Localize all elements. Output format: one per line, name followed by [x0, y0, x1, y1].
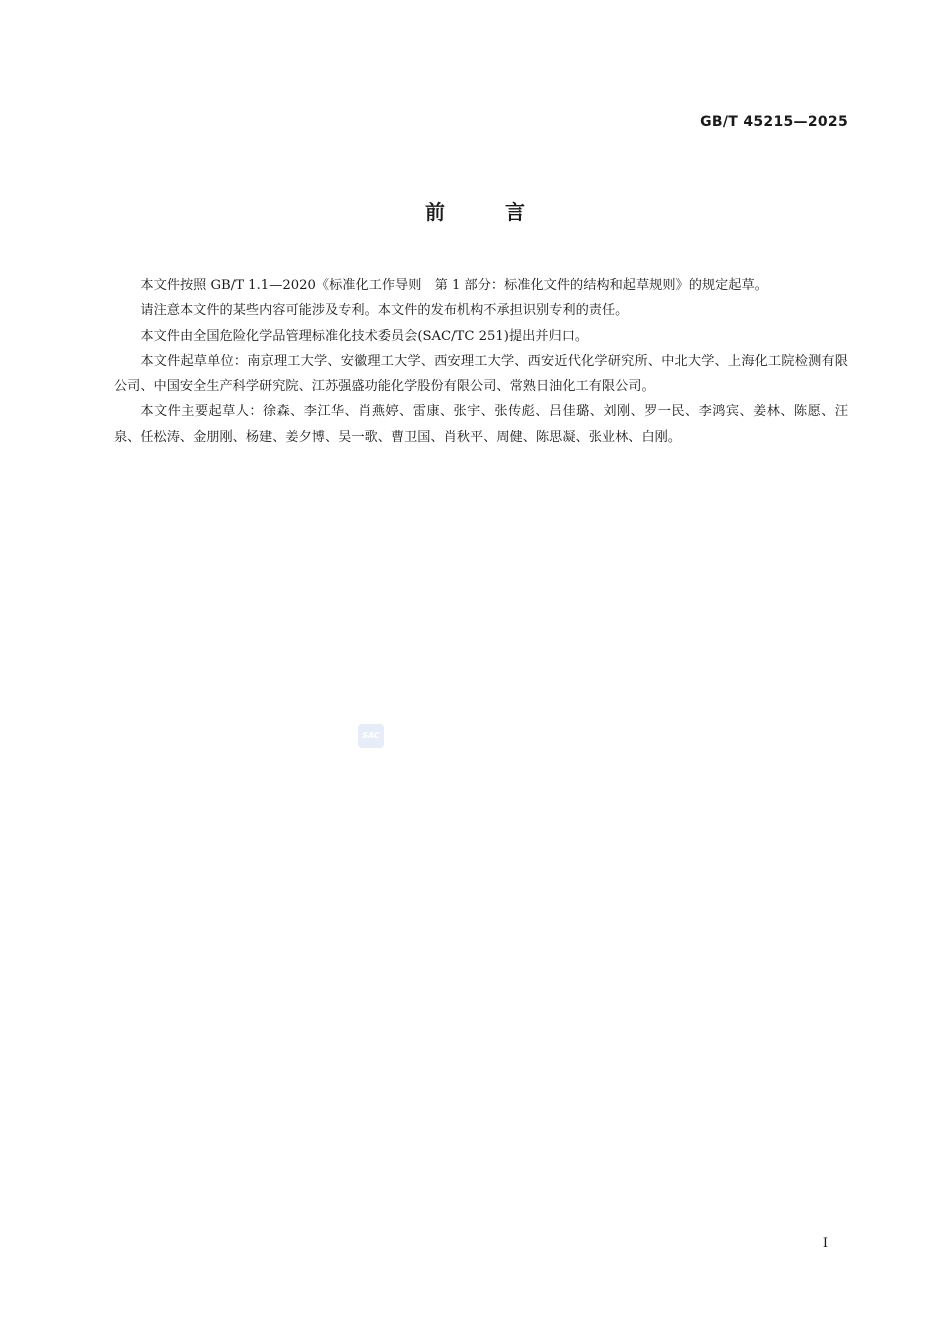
paragraph-patent-notice: 请注意本文件的某些内容可能涉及专利。本文件的发布机构不承担识别专利的责任。 — [140, 303, 629, 319]
paragraph-drafting-rules: 本文件按照 GB/T 1.1—2020《标准化工作导则 第 1 部分：标准化文件的结构和起草规则》的规定起草。 — [140, 278, 768, 293]
paragraph-drafting-units: 本文件起草单位：南京理工大学、安徽理工大学、西安理工大学、西安近代化学研究所、中北大学、上海化工院检测有限公司、中国安全生产科学研究院、江苏强盛功能化学股份有限公司、常熟日油化工有限公司。 — [114, 353, 848, 395]
sac-logo-text: SAC — [362, 731, 380, 740]
page-number: I — [822, 1236, 828, 1251]
sac-watermark-logo — [358, 724, 384, 748]
standard-number: GB/T 45215—2025 — [700, 114, 848, 130]
paragraph-drafters: 本文件主要起草人：徐森、李江华、肖燕婷、雷康、张宇、张传彪、吕佳璐、刘刚、罗一民、李鸿宾、姜林、陈愿、汪泉、任松涛、金朋刚、杨建、姜夕博、吴一歌、曹卫国、肖秋平、周健、陈思凝、张业林、白刚。 — [114, 404, 848, 445]
foreword-body — [114, 273, 848, 450]
page-title: 前言 — [425, 200, 585, 224]
paragraph-proposer: 本文件由全国危险化学品管理标准化技术委员会(SAC/TC 251)提出并归口。 — [140, 328, 589, 344]
